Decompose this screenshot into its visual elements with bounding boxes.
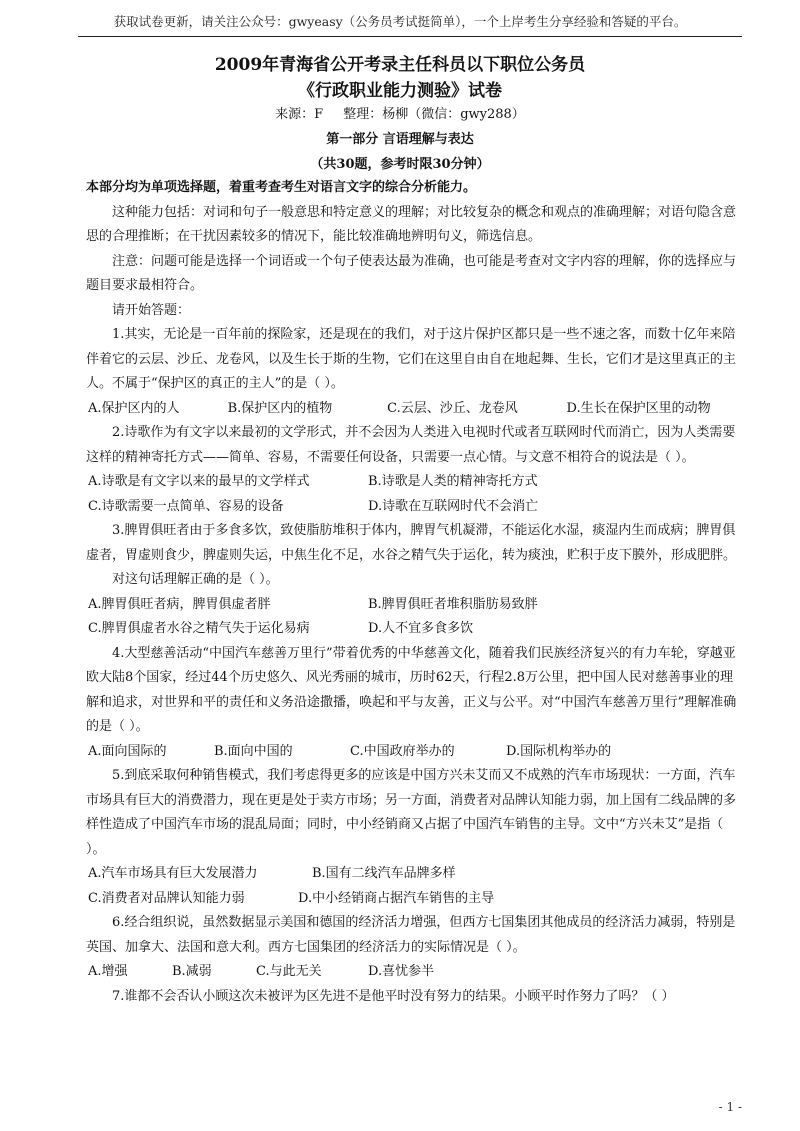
section-title: 第一部分 言语理解与表达 xyxy=(326,132,474,147)
editor-text: 整理：杨柳（微信：gwy288） xyxy=(343,107,525,122)
option: D.生长在保护区里的动物 xyxy=(566,400,711,416)
option: A.诗歌是有文字以来的最早的文学样式 xyxy=(88,474,310,489)
doc-title-line2: 《行政职业能力测验》试卷 xyxy=(298,81,502,101)
question-6-options xyxy=(86,960,738,985)
option: A.保护区内的人 xyxy=(88,400,180,416)
intro-paragraph-2: 注意：问题可能是选择一个词语或一个句子使表达最为准确，也可能是考查对文字内容的理解，你的选择应与题目要求最相符合。 xyxy=(86,253,737,293)
start-instruction: 请开始答题： xyxy=(112,302,191,318)
question-5-stem: 5.到底采取何种销售模式，我们考虑得更多的应该是中国方兴未艾而又不成熟的汽车市场现状：一方面，汽车市场具有巨大的消费潜力，现在更是处于卖方市场；另一方面，消费者对品牌认知能力弱，加上国有二线品牌的多样性造成了中国汽车市场的混乱局面；同时，中小经销商又占据了中国汽车销售的主导。文中“方兴未艾”是指（ ）。 xyxy=(86,768,737,857)
option: B.保护区内的植物 xyxy=(227,400,333,416)
option: A.面向国际的 xyxy=(88,743,167,759)
option: B.国有二线汽车品牌多样 xyxy=(312,866,456,881)
option: B.面向中国的 xyxy=(214,743,293,759)
option: A.汽车市场具有巨大发展潜力 xyxy=(88,866,258,881)
option: D.中小经销商占据汽车销售的主导 xyxy=(298,890,495,906)
option: C.诗歌需要一点简单、容易的设备 xyxy=(88,498,284,514)
option: D.人不宜多食多饮 xyxy=(368,621,474,636)
question-2-options-row2 xyxy=(86,495,738,520)
option: C.消费者对品牌认知能力弱 xyxy=(88,890,245,906)
page-number: - 1 - xyxy=(718,1100,742,1114)
question-3-sub: 对这句话理解正确的是（ ）。 xyxy=(112,572,279,587)
question-2-options-row1 xyxy=(86,470,738,495)
option: D.喜忧参半 xyxy=(368,964,435,979)
question-1-options xyxy=(86,397,738,422)
question-1-stem: 1.其实，无论是一百年前的探险家，还是现在的我们，对于这片保护区都只是一些不速之客，而数十亿年来陪伴着它的云层、沙丘、龙卷风，以及生长于斯的生物，它们在这里自由自在地起舞、生长，它们才是这里真正的主人。不属于“保护区的真正的主人”的是（ ）。 xyxy=(86,327,737,391)
option: B.减弱 xyxy=(172,964,212,979)
option: C.与此无关 xyxy=(256,964,322,979)
header-divider xyxy=(78,36,742,37)
option: B.脾胃俱旺者堆积脂肪易致胖 xyxy=(368,596,538,612)
question-3-options-row1 xyxy=(86,593,738,618)
question-4-options xyxy=(86,740,738,765)
question-7-stem: 7.谁都不会否认小顾这次未被评为区先进不是他平时没有努力的结果。小顾平时作努力了吗？（ ） xyxy=(112,988,675,1004)
intro-bold: 本部分均为单项选择题，着重考查考生对语言文字的综合分析能力。 xyxy=(86,180,477,195)
intro-paragraph-1: 这种能力包括：对词和句子一般意思和特定意义的理解；对比较复杂的概念和观点的准确理解；对语句隐含意思的合理推断；在干扰因素较多的情况下，能比较准确地辨明句义，筛选信息。 xyxy=(86,204,737,244)
source-line xyxy=(0,103,800,122)
option: C.脾胃俱虚者水谷之精气失于运化易病 xyxy=(88,621,310,636)
option: C.中国政府举办的 xyxy=(350,743,455,759)
question-3-options-row2 xyxy=(86,617,738,642)
option: D.诗歌在互联网时代不会消亡 xyxy=(368,498,539,514)
doc-title-line1: 2009年青海省公开考录主任科员以下职位公务员 xyxy=(214,55,586,75)
option: C.云层、沙丘、龙卷风 xyxy=(387,400,518,416)
question-5-options-row1 xyxy=(86,862,738,887)
question-5-options-row2 xyxy=(86,887,738,912)
option: D.国际机构举办的 xyxy=(506,743,612,759)
source-text: 来源：F xyxy=(275,107,324,122)
header-note: 获取试卷更新，请关注公众号：gwyeasy（公务员考试挺简单），一个上岸考生分享经验和答疑的平台。 xyxy=(113,14,687,29)
question-2-stem: 2.诗歌作为有文字以来最初的文学形式，并不会因为人类进入电视时代或者互联网时代而消亡，因为人类需要这样的精神寄托方式——简单、容易，不需要任何设备，只需要一点心情。与文意不相符合的说法是（ ）。 xyxy=(86,425,736,465)
question-4-stem: 4.大型慈善活动“中国汽车慈善万里行”带着优秀的中华慈善文化，随着我们民族经济复兴的有力车轮，穿越亚欧大陆8个国家，经过44个历史悠久、风光秀丽的城市，历时62天，行程2.8万公里，把中国人民对慈善事业的理解和追求，对世界和平的责任和义务沿途撒播，唤起和平与友善，正义与公平。对“中国汽车慈善万里行”理解准确的是（ ）。 xyxy=(86,645,737,734)
option: A.脾胃俱旺者病，脾胃俱虚者胖 xyxy=(88,596,271,612)
section-count: （共30题，参考时限30分钟） xyxy=(310,157,490,172)
option: B.诗歌是人类的精神寄托方式 xyxy=(368,474,538,489)
question-3-stem: 3.脾胃俱旺者由于多食多饮，致使脂肪堆积于体内，脾胃气机凝滞，不能运化水湿，痰湿内生而成病；脾胃俱虚者，胃虚则食少，脾虚则失运，中焦生化不足，水谷之精气失于运化，转为痰浊，贮积于皮下膜外，形成肥胖。 xyxy=(86,523,737,563)
question-6-stem: 6.经合组织说，虽然数据显示美国和德国的经济活力增强，但西方七国集团其他成员的经济活力减弱，特别是英国、加拿大、法国和意大利。西方七国集团的经济活力的实际情况是（ ）。 xyxy=(86,915,736,955)
option: A.增强 xyxy=(88,964,128,979)
exam-body xyxy=(86,176,738,1009)
